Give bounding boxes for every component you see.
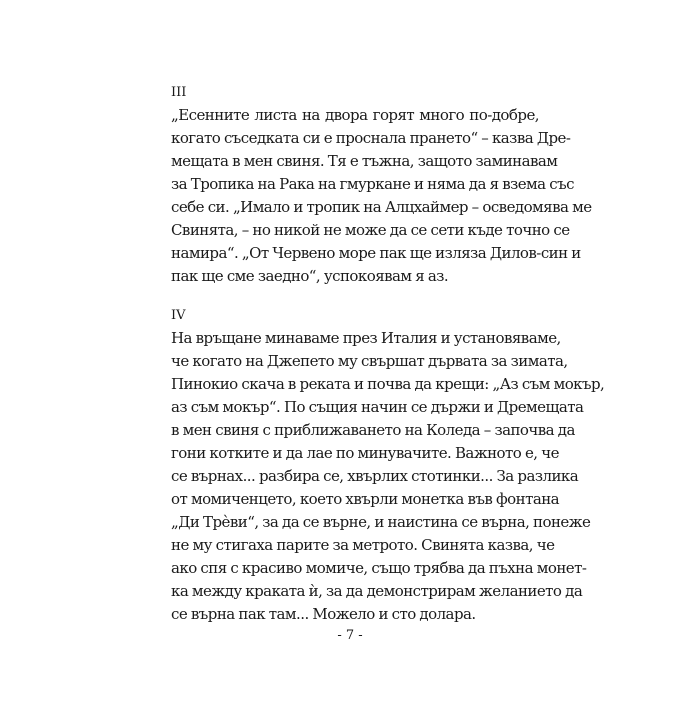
text-line: че когато на Джепето му свършат дървата за зимата, — [171, 352, 568, 370]
text-line: На връщане минаваме през Италия и установяваме, — [171, 329, 561, 347]
text-line: „Ди Трѐви“, за да се върне, и наистина се върна, понеже — [171, 513, 591, 531]
section-heading: III — [171, 85, 187, 100]
text-line: когато съседката си е проснала прането“ – казва Дре- — [171, 129, 571, 147]
text-line: себе си. „Имало и тропик на Алцхаймер – осведомява ме — [171, 198, 592, 216]
text-line: Свинята, – но никой не може да се сети къде точно се — [171, 221, 570, 239]
text-line: не му стигаха парите за метрото. Свинята казва, че — [171, 536, 555, 554]
text-line: от момиченцето, което хвърли монетка във фонтана — [171, 490, 560, 508]
text-line: гони котките и да лае по минувачите. Важното е, че — [171, 444, 559, 462]
text-line: ка между краката ѝ, за да демонстрирам желанието да — [171, 582, 583, 600]
text-line: се върна пак там... Можело и сто долара. — [171, 605, 476, 623]
page-number: - 7 - — [337, 628, 363, 643]
section-iv — [171, 304, 605, 626]
text-line: „Есенните листа на двора горят много по-добре, — [171, 106, 539, 124]
section-iii — [171, 81, 592, 288]
text-line: Пинокио скача в реката и почва да крещи: „Аз съм мокър, — [171, 375, 605, 393]
text-line: ако спя с красиво момиче, също трябва да пъхна монет- — [171, 559, 587, 577]
text-line: мещата в мен свиня. Тя е тъжна, защото заминавам — [171, 152, 558, 170]
text-line: за Тропика на Рака на гмуркане и няма да я взема със — [171, 175, 574, 193]
text-line: се върнах... разбира се, хвърлих стотинки... За разлика — [171, 467, 579, 485]
text-line: в мен свиня с приближаването на Коледа – започва да — [171, 421, 575, 439]
text-line: намира“. „От Червено море пак ще изляза Дилов-син и — [171, 244, 581, 262]
text-line: пак ще сме заедно“, успокоявам я аз. — [171, 267, 449, 285]
text-line: аз съм мокър“. По същия начин се държи и Дремещата — [171, 398, 584, 416]
section-heading: IV — [171, 308, 186, 323]
